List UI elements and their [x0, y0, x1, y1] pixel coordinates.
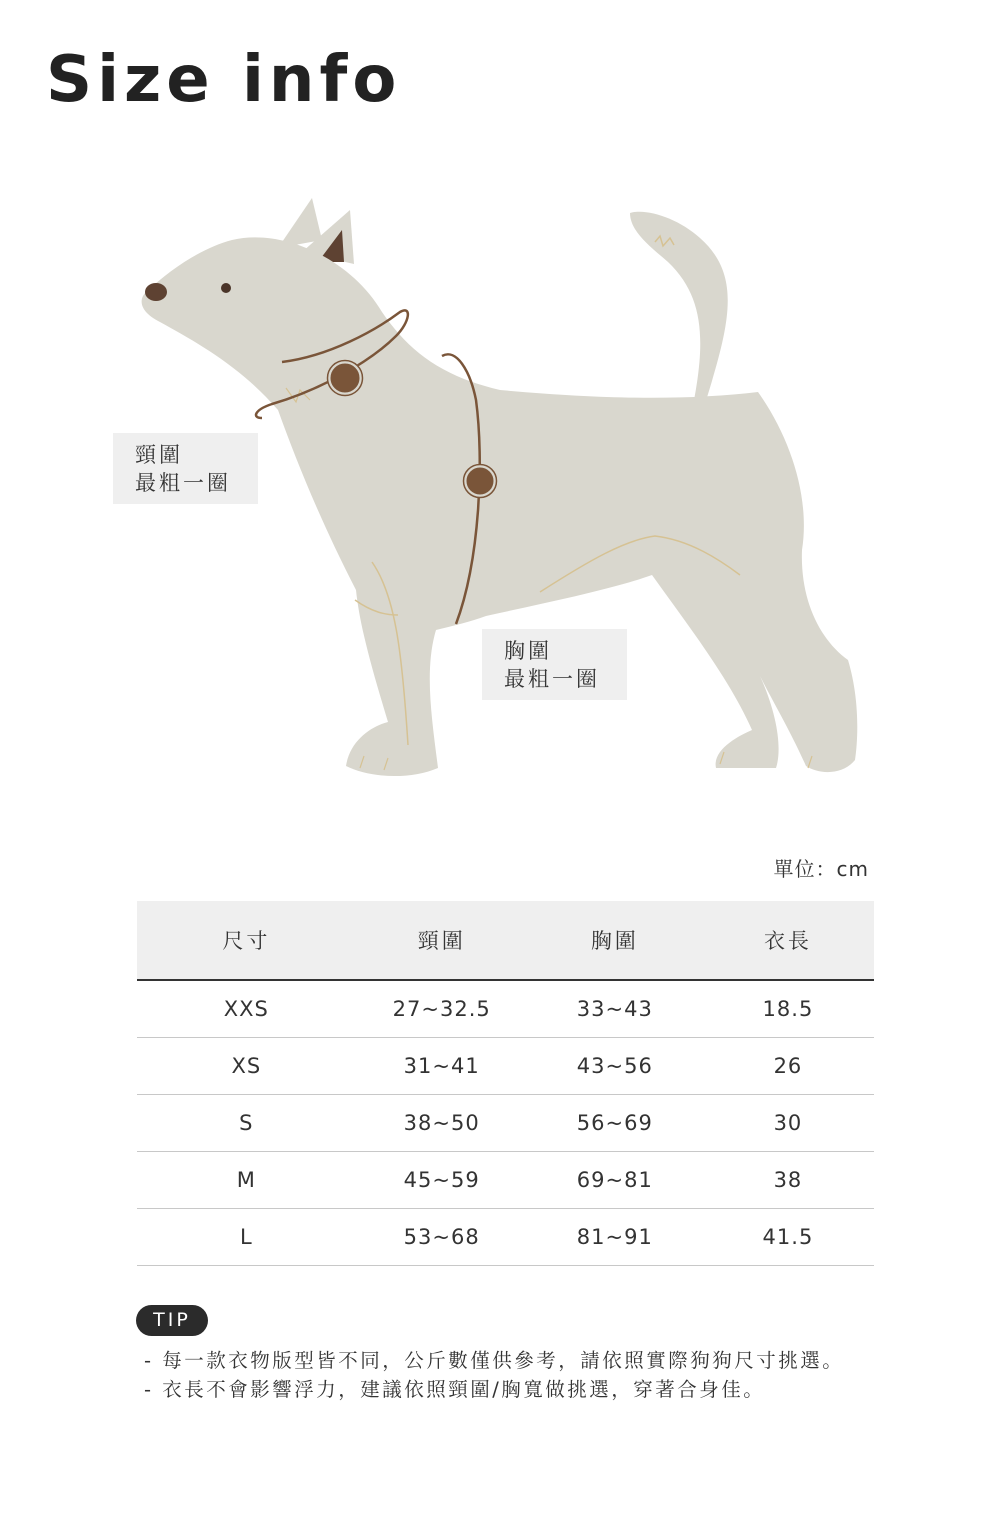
chest-label-box	[482, 629, 627, 700]
cell-chest: 33~43	[528, 980, 702, 1038]
table-row	[137, 980, 874, 1038]
cell-neck: 45~59	[356, 1152, 528, 1209]
header-length: 衣長	[702, 901, 874, 980]
cell-length: 26	[702, 1038, 874, 1095]
cell-chest: 43~56	[528, 1038, 702, 1095]
neck-label-title: 頸圍	[135, 443, 183, 467]
unit-note: 單位：cm	[773, 857, 869, 881]
chest-label-title: 胸圍	[504, 639, 552, 663]
table-row	[137, 1152, 874, 1209]
neck-label-box	[113, 433, 258, 504]
table-row	[137, 1209, 874, 1266]
table-header-row	[137, 901, 874, 980]
chest-label-note: 最粗一圈	[504, 667, 600, 691]
header-neck: 頸圍	[356, 901, 528, 980]
cell-neck: 53~68	[356, 1209, 528, 1266]
neck-label-note: 最粗一圈	[135, 471, 231, 495]
cell-neck: 31~41	[356, 1038, 528, 1095]
cell-size: L	[137, 1209, 356, 1266]
tip-badge: TIP	[136, 1305, 208, 1336]
size-table	[137, 901, 874, 1266]
header-chest: 胸圍	[528, 901, 702, 980]
cell-chest: 56~69	[528, 1095, 702, 1152]
cell-size: M	[137, 1152, 356, 1209]
tip-line: - 衣長不會影響浮力，建議依照頸圍/胸寬做挑選，穿著合身佳。	[144, 1378, 766, 1401]
cell-neck: 27~32.5	[356, 980, 528, 1038]
cell-length: 30	[702, 1095, 874, 1152]
cell-chest: 69~81	[528, 1152, 702, 1209]
cell-length: 18.5	[702, 980, 874, 1038]
cell-size: XS	[137, 1038, 356, 1095]
cell-size: S	[137, 1095, 356, 1152]
tip-line: - 每一款衣物版型皆不同，公斤數僅供參考，請依照實際狗狗尺寸挑選。	[144, 1349, 845, 1372]
tip-list	[144, 1346, 844, 1404]
table-row	[137, 1095, 874, 1152]
cell-chest: 81~91	[528, 1209, 702, 1266]
cell-neck: 38~50	[356, 1095, 528, 1152]
cell-length: 41.5	[702, 1209, 874, 1266]
cell-size: XXS	[137, 980, 356, 1038]
table-row	[137, 1038, 874, 1095]
page-title: Size info	[46, 43, 402, 117]
header-size: 尺寸	[137, 901, 356, 980]
cell-length: 38	[702, 1152, 874, 1209]
